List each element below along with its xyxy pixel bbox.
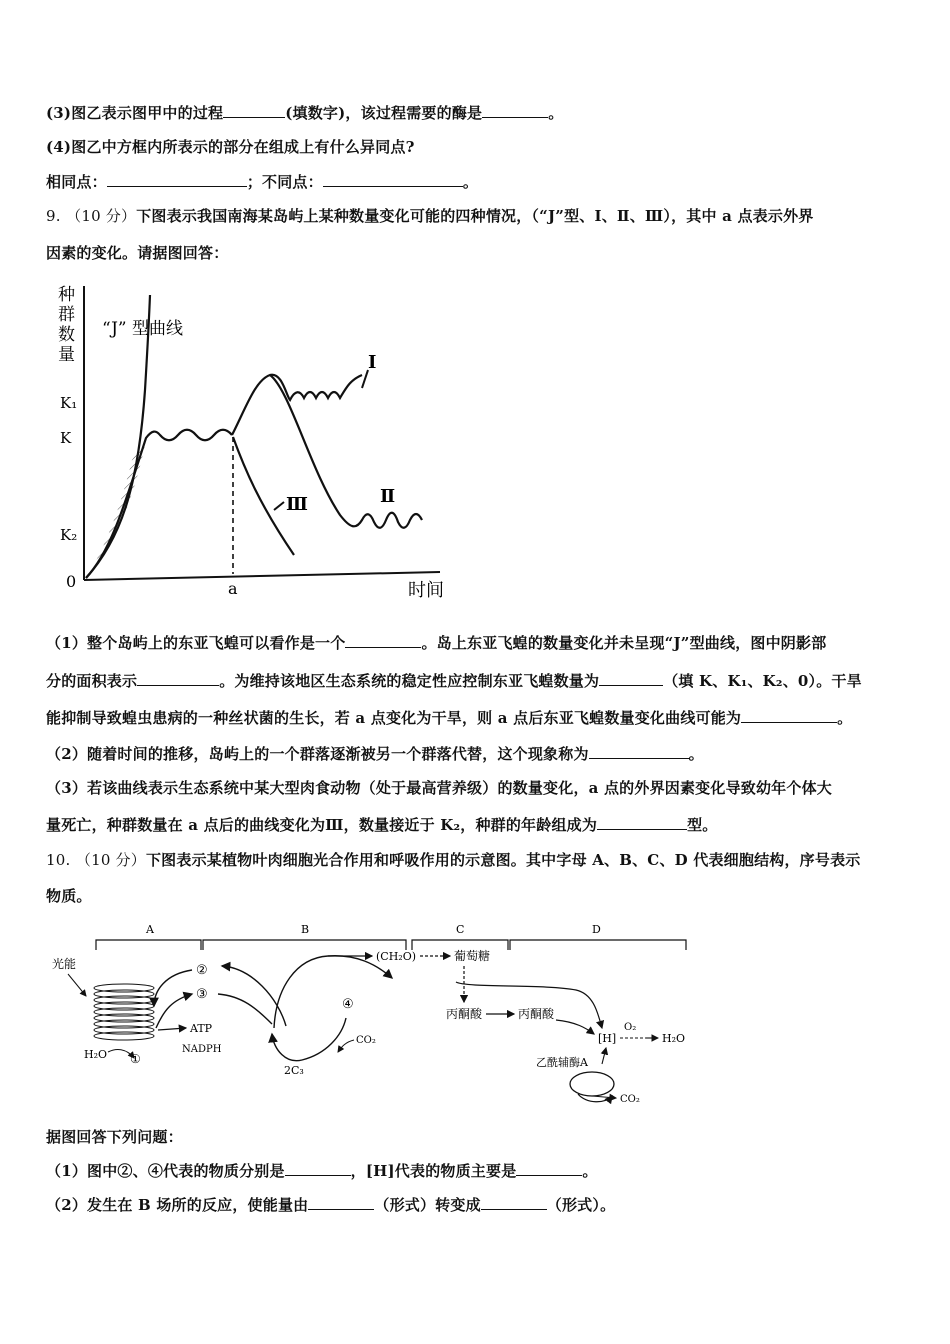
arrow-from-thylakoid [156,994,192,1028]
arrow-pyruvate-to-h [556,1020,594,1034]
q10-prompt-line: 据图回答下列问题： [46,1128,183,1146]
water-in-label: H₂O [84,1048,108,1061]
q8-part3-line [46,103,563,123]
water-out-label: H₂O [662,1032,686,1045]
q10-intro-text-a: 下图表示某植物叶肉细胞光合作用和呼吸作用的示意图。其中字母 A、B、C、D 代表细胞结构，序号表示 [145,851,861,869]
section-d-label: D [592,923,601,936]
co2-in-arrow [338,1040,354,1052]
q10-part2-text-a: （2）发生在 B 场所的反应，使能量由 [46,1196,309,1214]
o2-label: O₂ [624,1022,637,1033]
cycle-top-arc [274,956,392,1028]
y-tick-k1: K₁ [60,394,78,412]
arrow-acetyl-to-h [602,1048,606,1064]
s-curve [86,430,232,578]
curve-iii [233,437,294,555]
q10-part2-line [46,1195,615,1215]
q9-part3-line-2 [46,815,717,835]
q8-part3-blank-2[interactable] [482,103,548,118]
section-a-label: A [146,923,154,936]
light-energy-label: 光能 [52,957,77,971]
q8-part3-text-a: (3)图乙表示图甲中的过程 [46,104,224,122]
arrow-to-thylakoid [154,970,192,1006]
q9-part3-blank[interactable] [597,815,687,830]
curve-ii-label: Ⅱ [380,486,396,507]
q10-part1-text-c: 。 [582,1162,598,1180]
q8-part5-text-a: 相同点： [46,173,107,191]
cycle-bottom-arc [272,1018,346,1061]
curve-iii-label: Ⅲ [286,494,308,515]
q9-part1-line-3 [46,708,852,728]
q9-part2-text-b: 。 [688,745,704,763]
q9-score: （10 分） [66,207,137,225]
q9-population-chart [50,280,470,610]
q10-part1-line [46,1161,598,1181]
q8-part5-text-c: 。 [462,173,479,191]
section-c-label: C [456,923,465,936]
q9-part1-text-c: 分的面积表示 [46,672,138,690]
q10-score: （10 分） [75,851,146,869]
krebs-cycle [570,1072,614,1096]
thylakoid-stack [94,984,154,1040]
q8-part3-blank-1[interactable] [223,103,285,118]
q9-part1-text-f: 能抑制导致蝗虫患病的一种丝状菌的生长，若 a 点变化为干旱，则 a 点后东亚飞蝗数量变化曲线可能为 [46,709,742,727]
arrow-glucose-to-h [456,982,602,1028]
q9-part2-text-a: （2）随着时间的推移，岛屿上的一个群落逐渐被另一个群落代替，这个现象称为 [46,745,589,763]
q10-number: 10. [46,851,71,869]
q10-intro-line-1 [46,850,860,870]
q9-part1-blank-2[interactable] [137,671,219,686]
c3-label: 2C₃ [284,1064,304,1077]
y-axis-label [58,285,80,365]
acetyl-coa-label: 乙酰辅酶A [536,1056,588,1069]
arrow-to-atp [158,1028,186,1030]
co2-out-label: CO₂ [620,1094,640,1105]
q9-part2-line [46,744,704,764]
y-tick-k2: K₂ [60,526,78,544]
co2-in-label: CO₂ [356,1035,376,1046]
q9-part3-text-c: 型。 [687,816,718,834]
y-tick-0: 0 [66,572,77,591]
y-axis-label-char-1: 种 [58,285,75,305]
q9-part1-text-d: 。为维持该地区生态系统的稳定性应控制东亚飞蝗数量为 [219,672,600,690]
q9-part1-text-e: （填 K、K₁、K₂、0）。干旱 [663,672,862,690]
h-label: [H] [598,1032,617,1045]
q10-part1-blank-1[interactable] [285,1161,351,1176]
q9-part3-text-b: 量死亡，种群数量在 a 点后的曲线变化为Ⅲ，数量接近于 K₂，种群的年龄组成为 [46,816,598,834]
q9-intro-line-2: 因素的变化。请据图回答： [46,244,229,262]
light-arrow [68,974,86,996]
q10-part1-blank-2[interactable] [516,1161,582,1176]
q10-intro-line-2: 物质。 [46,887,92,905]
q9-part1-blank-4[interactable] [741,708,837,723]
y-axis-label-char-2: 群 [58,305,75,325]
q10-part2-blank-1[interactable] [308,1195,374,1210]
pyruvate-1-label: 丙酮酸 [446,1007,483,1021]
q8-part3-text-c: 。 [548,104,564,122]
substance-1-label: ① [130,1052,141,1066]
q9-number: 9. [46,207,61,225]
substance-4-label: ④ [342,997,354,1012]
nadph-label: NADPH [182,1044,222,1055]
q9-part1-line-1 [46,633,826,653]
section-b-label: B [301,923,310,936]
q8-part5-blank-1[interactable] [107,172,247,187]
bracket-b [203,940,406,950]
q8-part5-line [46,172,478,192]
substance-2-label: ② [196,963,208,978]
q10-part2-text-b: （形式）转变成 [374,1196,481,1214]
substance-3-label: ③ [196,987,208,1002]
q10-part1-text-b: ，[H]代表的物质主要是 [350,1162,517,1180]
q8-part3-text-b: (填数字)，该过程需要的酶是 [285,104,483,122]
q9-part2-blank[interactable] [589,744,689,759]
x-axis-label: 时间 [408,580,444,601]
glucose-label: 葡萄糖 [454,949,491,963]
y-tick-k: K [60,429,72,447]
x-tick-a: a [228,579,238,598]
q9-part3-line-1: （3）若该曲线表示生态系统中某大型肉食动物（处于最高营养级）的数量变化，a 点的外界因素变化导致幼年个体大 [46,779,832,797]
q8-part4-line: (4)图乙中方框内所表示的部分在组成上有什么异同点? [46,138,415,156]
pyruvate-2-label: 丙酮酸 [518,1007,555,1021]
x-axis [84,572,440,580]
q10-cell-diagram [46,918,696,1108]
q10-part2-blank-2[interactable] [481,1195,547,1210]
q10-part1-text-a: （1）图中②、④代表的物质分别是 [46,1162,285,1180]
y-axis-label-char-4: 量 [58,345,75,365]
curve-i-label: Ⅰ [368,352,377,373]
q8-part5-text-b: ；不同点： [246,173,323,191]
q10-part2-text-c: （形式）。 [546,1196,616,1214]
cycle-left-lower [218,994,272,1024]
bracket-d [510,940,686,950]
atp-label: ATP [190,1022,213,1035]
bracket-a [96,940,201,950]
q9-intro-text-a: 下图表示我国南海某岛屿上某种数量变化可能的四种情况，（“J”型、Ⅰ、Ⅱ、Ⅲ），其中 a 点表示外界 [136,207,814,225]
q9-part1-blank-1[interactable] [345,633,421,648]
q9-part1-text-a: （1）整个岛屿上的东亚飞蝗可以看作是一个 [46,634,346,652]
j-curve-label: “J” 型曲线 [102,319,183,339]
q9-part1-line-2 [46,671,862,691]
ch2o-label: (CH₂O) [376,950,417,963]
curve-iii-pointer [274,502,284,510]
q9-part1-text-b: 。岛上东亚飞蝗的数量变化并未呈现“J”型曲线，图中阴影部 [421,634,827,652]
q8-part5-blank-2[interactable] [323,172,463,187]
q9-part1-blank-3[interactable] [599,671,663,686]
q9-part1-text-g: 。 [837,709,853,727]
y-axis-label-char-3: 数 [58,325,75,345]
q9-intro-line-1 [46,206,813,226]
